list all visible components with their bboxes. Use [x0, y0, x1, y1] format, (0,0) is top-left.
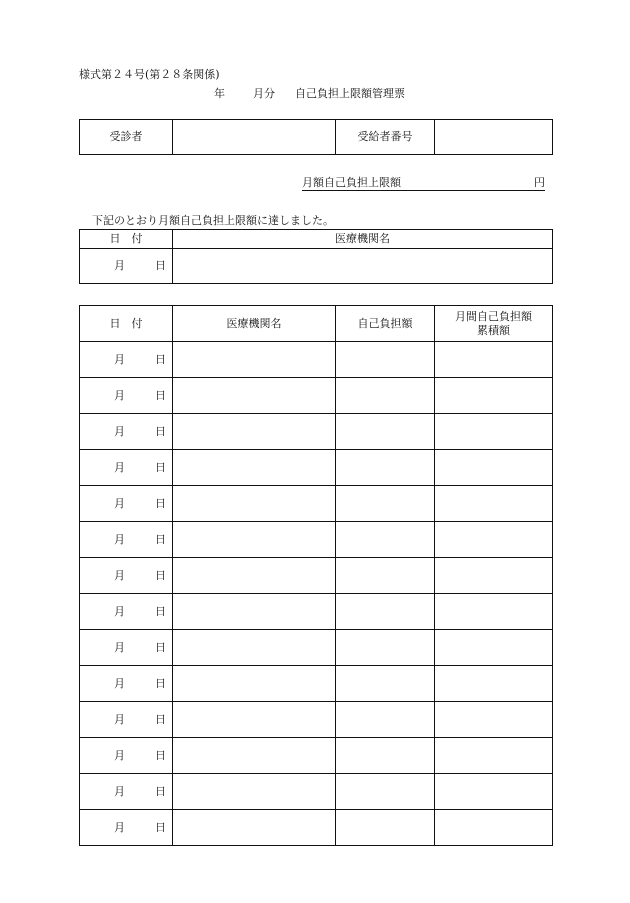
day-label: 日	[155, 460, 166, 474]
table-row	[80, 666, 553, 702]
patient-field[interactable]	[173, 120, 336, 155]
record-institution-field[interactable]	[173, 378, 336, 414]
record-institution-field[interactable]	[173, 522, 336, 558]
day-label: 日	[155, 604, 166, 618]
record-cumulative-field[interactable]	[435, 522, 553, 558]
day-label: 日	[155, 820, 166, 834]
record-date-cell[interactable]	[80, 486, 173, 522]
recipient-number-label: 受給者番号	[336, 120, 435, 155]
record-institution-field[interactable]	[173, 666, 336, 702]
records-table	[79, 305, 553, 846]
cumulative-header-line1: 月間自己負担額	[455, 309, 532, 323]
record-self-pay-field[interactable]	[336, 522, 435, 558]
day-label: 日	[155, 259, 166, 272]
title-year-label: 年	[214, 87, 225, 100]
table-row	[80, 558, 553, 594]
month-label: 月	[114, 604, 125, 618]
record-self-pay-field[interactable]	[336, 378, 435, 414]
record-self-pay-field[interactable]	[336, 594, 435, 630]
record-cumulative-field[interactable]	[435, 594, 553, 630]
reached-institution-field[interactable]	[173, 249, 553, 284]
monthly-limit-unit: 円	[534, 176, 545, 189]
record-date-cell[interactable]	[80, 594, 173, 630]
cumulative-header-line2: 累積額	[477, 323, 510, 337]
month-label: 月	[114, 259, 125, 272]
day-label: 日	[155, 532, 166, 546]
record-institution-field[interactable]	[173, 630, 336, 666]
record-cumulative-field[interactable]	[435, 702, 553, 738]
day-label: 日	[155, 424, 166, 438]
day-label: 日	[155, 568, 166, 582]
table-row	[80, 738, 553, 774]
month-label: 月	[114, 784, 125, 798]
record-date-cell[interactable]	[80, 810, 173, 846]
record-cumulative-field[interactable]	[435, 378, 553, 414]
record-self-pay-field[interactable]	[336, 450, 435, 486]
record-institution-field[interactable]	[173, 414, 336, 450]
month-label: 月	[114, 352, 125, 366]
record-self-pay-field[interactable]	[336, 738, 435, 774]
record-date-cell[interactable]	[80, 414, 173, 450]
record-date-cell[interactable]	[80, 342, 173, 378]
record-self-pay-field[interactable]	[336, 666, 435, 702]
table-row	[80, 774, 553, 810]
table-row	[80, 486, 553, 522]
record-institution-field[interactable]	[173, 450, 336, 486]
day-label: 日	[155, 676, 166, 690]
record-date-cell[interactable]	[80, 450, 173, 486]
records-institution-header: 医療機関名	[173, 306, 336, 342]
record-date-cell[interactable]	[80, 558, 173, 594]
record-institution-field[interactable]	[173, 774, 336, 810]
form-number: 様式第２４号(第２８条関係)	[79, 68, 220, 81]
record-cumulative-field[interactable]	[435, 486, 553, 522]
table-row	[80, 810, 553, 846]
record-date-cell[interactable]	[80, 702, 173, 738]
record-cumulative-field[interactable]	[435, 774, 553, 810]
record-date-cell[interactable]	[80, 774, 173, 810]
records-date-header: 日 付	[80, 306, 173, 342]
month-label: 月	[114, 568, 125, 582]
table-row	[80, 522, 553, 558]
month-label: 月	[114, 388, 125, 402]
record-date-cell[interactable]	[80, 630, 173, 666]
record-institution-field[interactable]	[173, 594, 336, 630]
record-institution-field[interactable]	[173, 702, 336, 738]
record-institution-field[interactable]	[173, 486, 336, 522]
record-cumulative-field[interactable]	[435, 558, 553, 594]
record-self-pay-field[interactable]	[336, 342, 435, 378]
title-text: 自己負担上限額管理票	[295, 87, 405, 100]
record-self-pay-field[interactable]	[336, 414, 435, 450]
monthly-limit-label: 月額自己負担上限額	[302, 176, 401, 189]
record-self-pay-field[interactable]	[336, 774, 435, 810]
record-cumulative-field[interactable]	[435, 738, 553, 774]
record-date-cell[interactable]	[80, 522, 173, 558]
record-institution-field[interactable]	[173, 810, 336, 846]
reached-table	[79, 229, 553, 284]
record-self-pay-field[interactable]	[336, 630, 435, 666]
table-row	[80, 594, 553, 630]
title-month-label: 月分	[253, 87, 275, 100]
table-row	[80, 630, 553, 666]
record-cumulative-field[interactable]	[435, 630, 553, 666]
recipient-number-field[interactable]	[435, 120, 553, 155]
table-row	[80, 378, 553, 414]
month-label: 月	[114, 460, 125, 474]
day-label: 日	[155, 748, 166, 762]
reached-date-cell[interactable]	[80, 249, 173, 284]
month-label: 月	[114, 496, 125, 510]
month-label: 月	[114, 640, 125, 654]
day-label: 日	[155, 784, 166, 798]
record-self-pay-field[interactable]	[336, 558, 435, 594]
day-label: 日	[155, 388, 166, 402]
records-self-pay-header: 自己負担額	[336, 306, 435, 342]
month-label: 月	[114, 532, 125, 546]
records-cumulative-header	[435, 306, 553, 342]
record-institution-field[interactable]	[173, 558, 336, 594]
month-label: 月	[114, 748, 125, 762]
month-label: 月	[114, 712, 125, 726]
reached-date-header: 日 付	[80, 230, 173, 249]
record-date-cell[interactable]	[80, 666, 173, 702]
month-label: 月	[114, 820, 125, 834]
table-row	[80, 414, 553, 450]
record-cumulative-field[interactable]	[435, 342, 553, 378]
record-cumulative-field[interactable]	[435, 414, 553, 450]
record-institution-field[interactable]	[173, 342, 336, 378]
table-row	[80, 702, 553, 738]
table-row	[80, 342, 553, 378]
monthly-limit-line	[302, 176, 545, 191]
record-date-cell[interactable]	[80, 378, 173, 414]
day-label: 日	[155, 496, 166, 510]
record-cumulative-field[interactable]	[435, 810, 553, 846]
record-cumulative-field[interactable]	[435, 666, 553, 702]
record-self-pay-field[interactable]	[336, 810, 435, 846]
reached-institution-header: 医療機関名	[173, 230, 553, 249]
reached-notice: 下記のとおり月額自己負担上限額に達しました。	[92, 214, 334, 227]
record-self-pay-field[interactable]	[336, 486, 435, 522]
record-institution-field[interactable]	[173, 738, 336, 774]
patient-label: 受診者	[80, 120, 173, 155]
month-label: 月	[114, 424, 125, 438]
table-row	[80, 450, 553, 486]
record-date-cell[interactable]	[80, 738, 173, 774]
day-label: 日	[155, 352, 166, 366]
month-label: 月	[114, 676, 125, 690]
recipient-table	[79, 119, 553, 155]
document-title	[214, 85, 405, 101]
day-label: 日	[155, 712, 166, 726]
day-label: 日	[155, 640, 166, 654]
record-self-pay-field[interactable]	[336, 702, 435, 738]
record-cumulative-field[interactable]	[435, 450, 553, 486]
